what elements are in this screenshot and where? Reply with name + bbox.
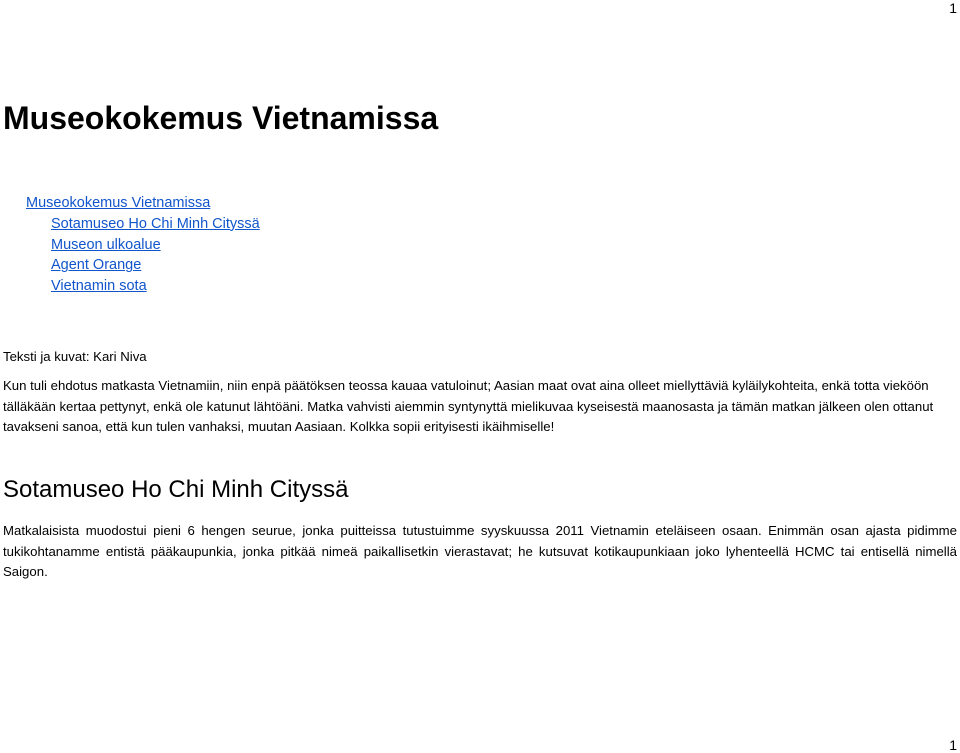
- section-heading: Sotamuseo Ho Chi Minh Cityssä: [3, 476, 349, 503]
- toc-link-sotamuseo[interactable]: Sotamuseo Ho Chi Minh Cityssä: [51, 215, 260, 232]
- author-credit: Teksti ja kuvat: Kari Niva: [3, 349, 147, 364]
- section-text: Matkalaisista muodostui pieni 6 hengen seurue, jonka puitteissa tutustuimme syyskuussa 2011 Vietnamin eteläiseen osaan. Enimmän osan ajasta pidimme tukikohtanamme entistä pääkaupunkia, jonka pitkää nimeä paikallisetkin vierastavat; he kutsuvat kotikaupunkiaan joko lyhenteellä HCMC tai entisellä nimellä Saigon.: [3, 523, 957, 580]
- intro-paragraph: [3, 376, 958, 438]
- toc-link-ulkoalue[interactable]: Museon ulkoalue: [51, 236, 161, 253]
- toc-link-agent-orange[interactable]: Agent Orange: [51, 257, 142, 274]
- toc-link-museokokemus[interactable]: Museokokemus Vietnamissa: [26, 195, 211, 211]
- section-paragraph: [3, 521, 957, 583]
- page-number-top: 1: [949, 0, 957, 16]
- document-title: Museokokemus Vietnamissa: [3, 100, 439, 136]
- toc-link-vietnamin-sota[interactable]: Vietnamin sota: [51, 278, 147, 295]
- intro-text: Kun tuli ehdotus matkasta Vietnamiin, niin enpä päätöksen teossa kauaa vatuloinut; Aasian maat ovat aina olleet miellyttäviä kyläilykohteita, enkä totta vieköön tälläkään kertaa pettynyt, enkä ole katunut lähtöäni. Matka vahvisti aiemmin syntynyttä mielikuvaa kyseisestä maanosasta ja tämän matkan jälkeen olen ottanut tavakseni sanoa, että kun tulen vanhaksi, muutan Aasiaan. Kolkka sopii erityisesti ikäihmiselle!: [3, 378, 934, 435]
- page-number-bottom: 1: [949, 737, 957, 753]
- table-of-contents: [0, 193, 260, 297]
